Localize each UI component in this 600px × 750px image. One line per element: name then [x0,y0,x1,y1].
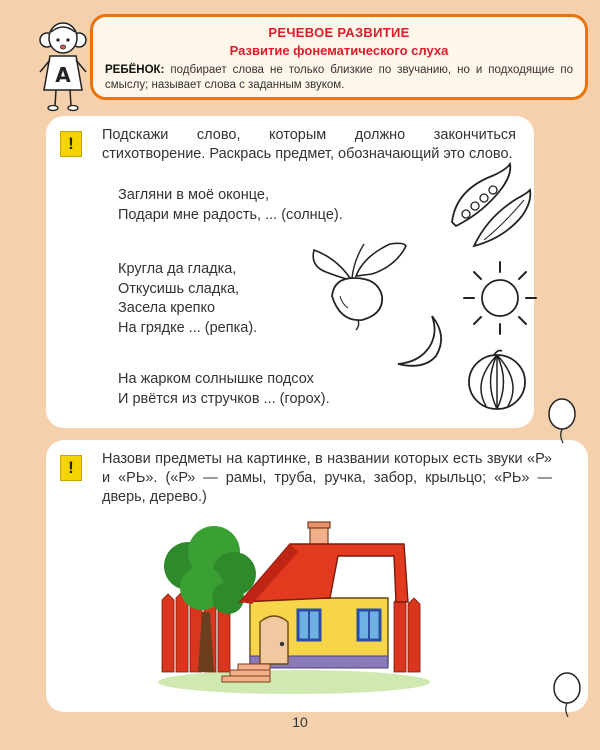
header-box [90,14,588,100]
house-icon [158,516,430,694]
poem-peas [118,370,330,409]
section-description [105,63,573,93]
moon-icon [392,312,450,372]
poem-line: Кругла да гладка, [118,261,237,277]
balloon-icon [545,398,579,444]
poem-sun [118,186,343,225]
poem-line: Загляни в моё оконце, [118,187,269,203]
poem-line: Подари мне радость, ... (солнце). [118,206,343,223]
peas-icon [444,160,534,252]
section-title: РЕЧЕВОЕ РАЗВИТИЕ [268,25,410,40]
exclamation-mark-icon: ! [60,455,82,481]
poem-line: Откусишь сладка, [118,280,240,297]
page-number: 10 [292,714,308,730]
section-subtitle: Развитие фонематического слуха [229,43,449,58]
watermelon-icon [464,346,530,412]
task2-instruction: Назови предметы на картинке, в названии которых есть звуки «Р» и «РЬ». («Р» — рамы, труба, ручка, забор, крыльцо; «РЬ» — дверь, дерево.) [102,451,552,505]
child-text: подбирает слова не только близкие по звучанию, но и подходящие по смыслу; называет слова с заданным звуком. [105,64,573,91]
poem-line: И рвётся из стручков ... (горох). [118,390,330,407]
child-label: РЕБЁНОК: [105,64,165,76]
mascot-letter: А [55,63,71,87]
poem-line: На жарком солнышке подсох [118,371,314,387]
balloon-icon [550,672,584,718]
exclamation-mark-icon: ! [60,131,82,157]
poem-line: На грядке ... (репка). [118,319,258,336]
poem-turnip [118,260,257,338]
poem-line: Засела крепко [118,300,216,316]
sun-icon [460,258,540,338]
task1-instruction: Подскажи слово, которым должно закончиться стихотворение. Раскрась предмет, обозначающий это слово. [102,127,516,162]
girl-mascot-icon [38,14,88,114]
